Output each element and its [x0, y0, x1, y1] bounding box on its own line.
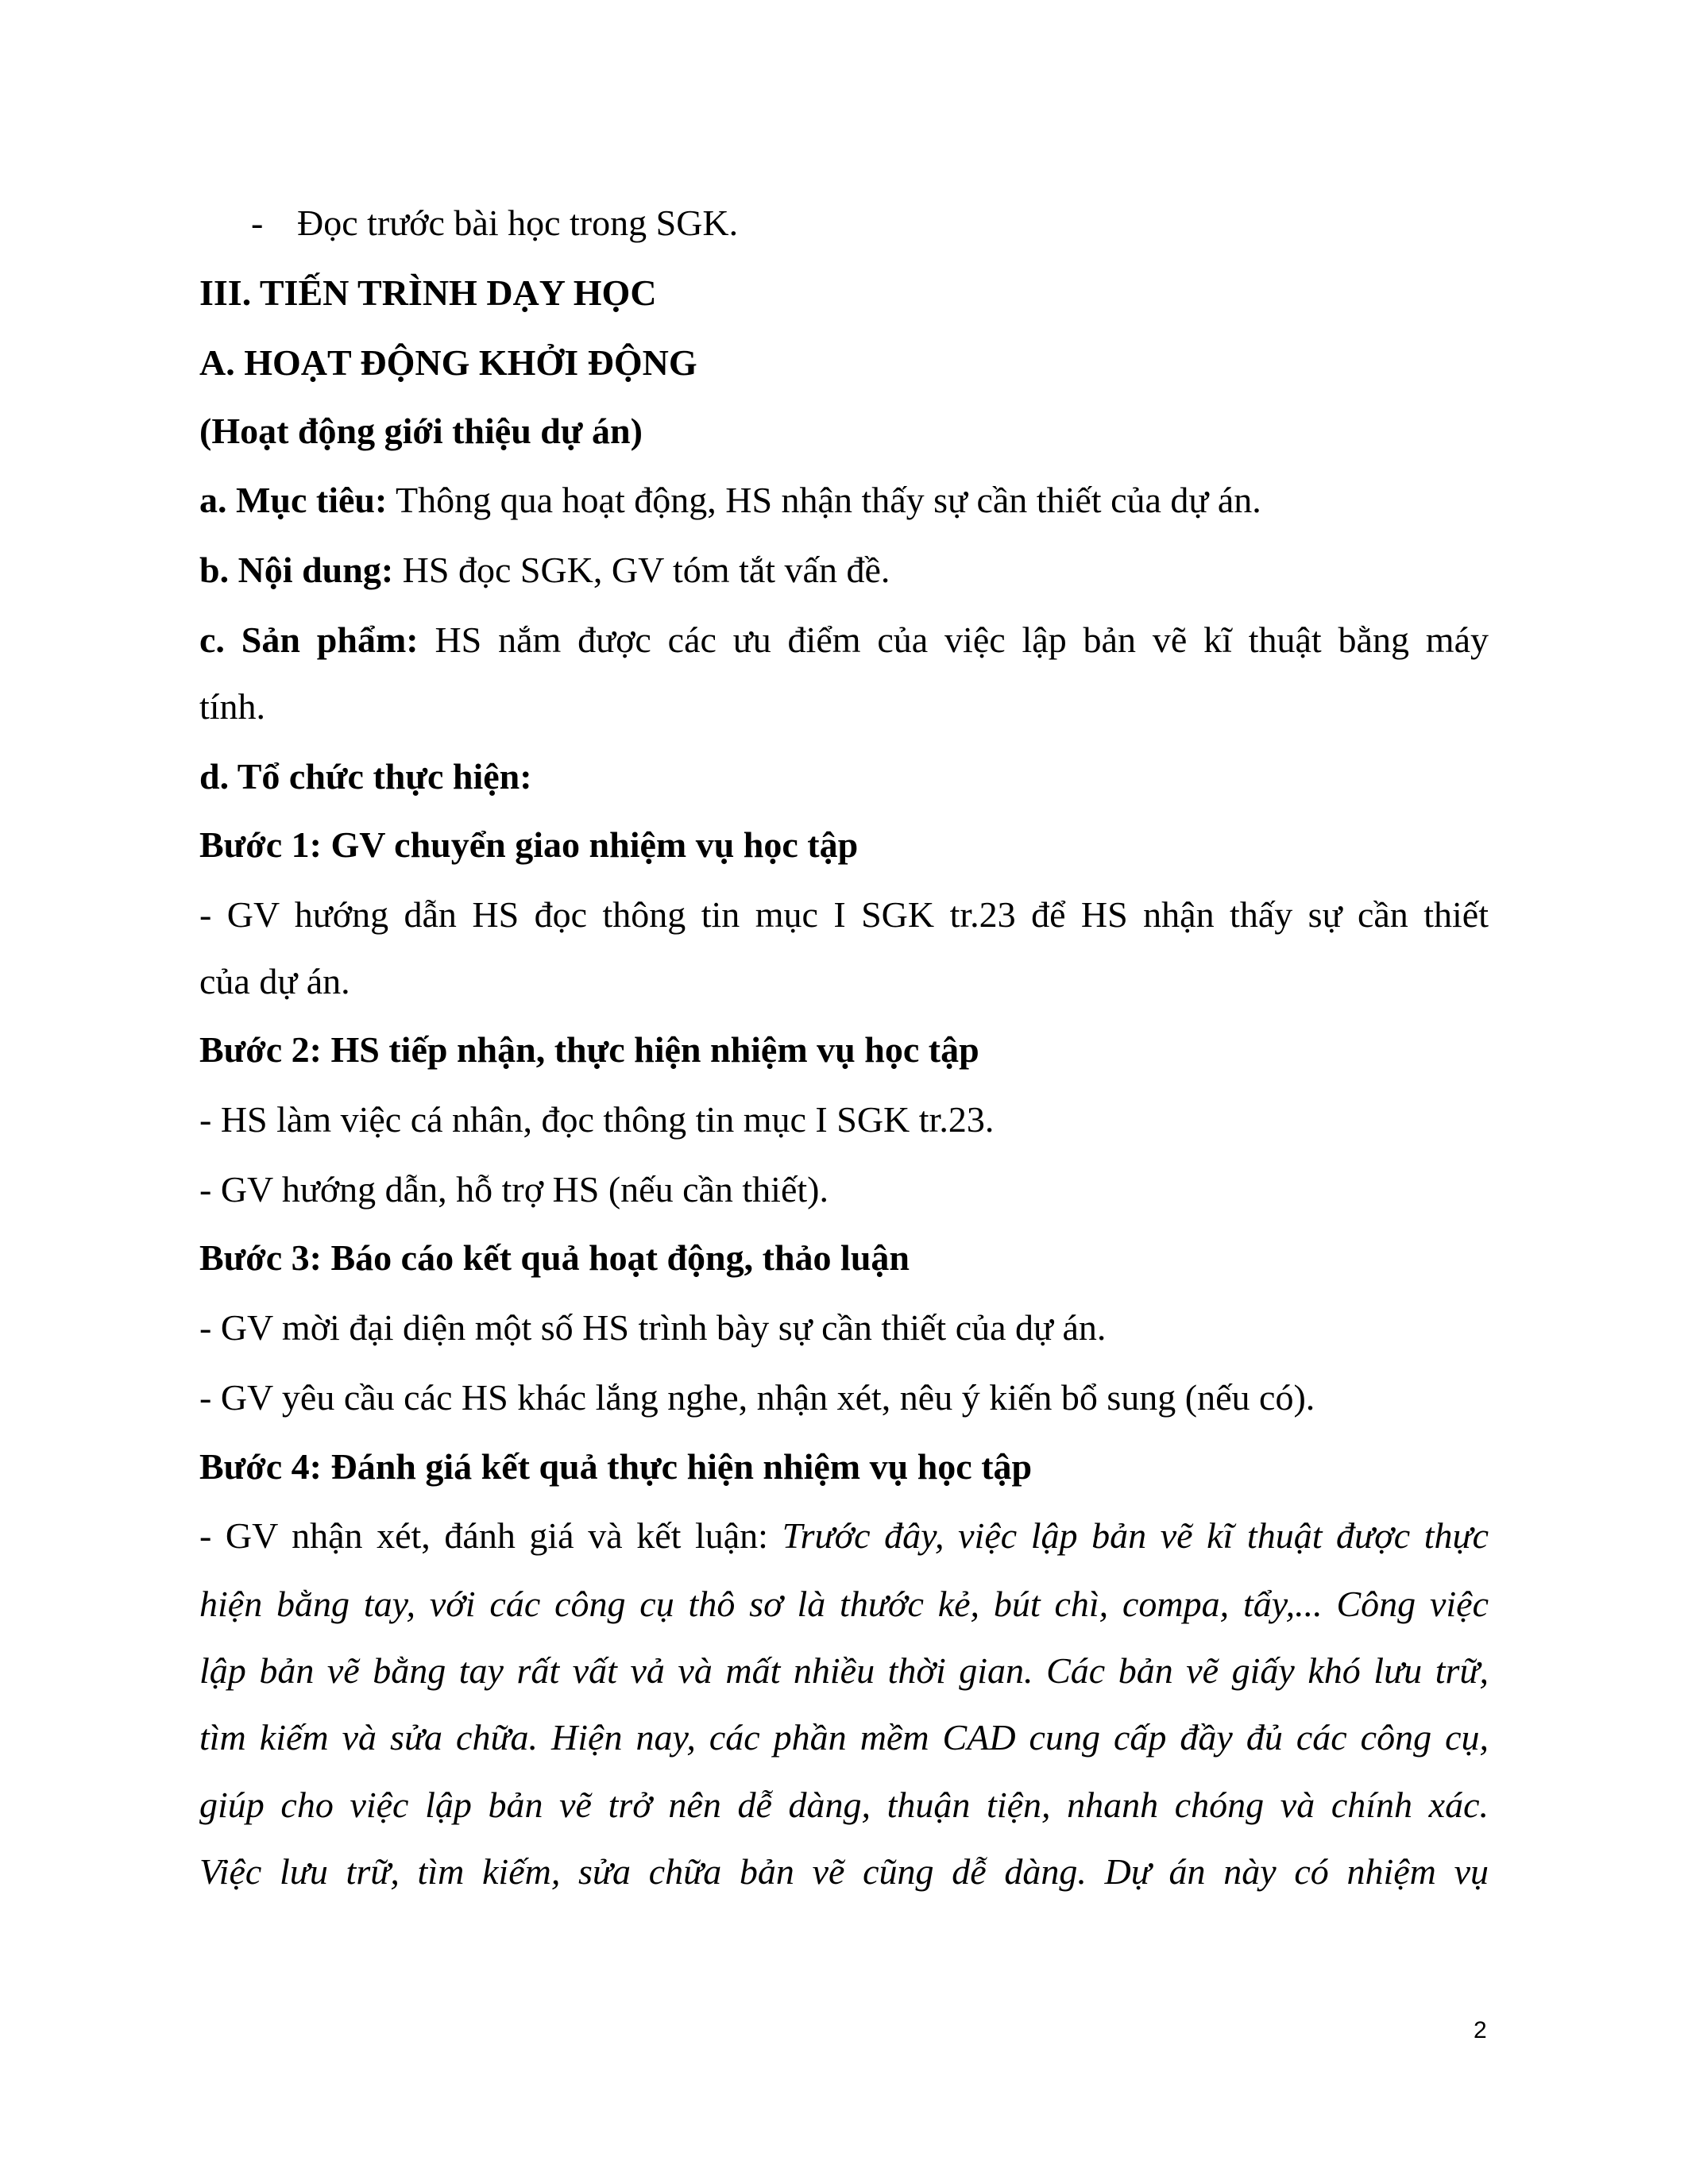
- conclusion-italic: giúp cho việc lập bản vẽ trở nên dễ dàng, thuận tiện, nhanh chóng và chính xác.: [199, 1785, 1489, 1825]
- muc-tieu-label: a. Mục tiêu:: [199, 480, 388, 520]
- buoc2-line: - GV hướng dẫn, hỗ trợ HS (nếu cần thiết).: [199, 1169, 829, 1210]
- buoc1-title: [199, 821, 1489, 869]
- noi-dung: [199, 546, 1489, 594]
- buoc3-title-text: Bước 3: Báo cáo kết quả hoạt động, thảo luận: [199, 1237, 910, 1278]
- buoc1-title-text: Bước 1: GV chuyển giao nhiệm vụ học tập: [199, 824, 859, 865]
- san-pham-text: HS nắm được các ưu điểm của việc lập bản vẽ kĩ thuật bằng máy: [418, 619, 1489, 660]
- to-chuc: [199, 753, 1489, 801]
- conclusion-italic: Việc lưu trữ, tìm kiếm, sửa chữa bản vẽ cũng dễ dàng. Dự án này có nhiệm vụ: [199, 1851, 1489, 1892]
- to-chuc-text: d. Tổ chức thực hiện:: [199, 756, 532, 797]
- noi-dung-text: HS đọc SGK, GV tóm tắt vấn đề.: [393, 550, 890, 590]
- heading-a-text: A. HOẠT ĐỘNG KHỞI ĐỘNG: [199, 342, 697, 383]
- conclusion-italic: hiện bằng tay, với các công cụ thô sơ là thước kẻ, bút chì, compa, tẩy,... Công việc: [199, 1584, 1489, 1624]
- heading-a: [199, 339, 1489, 387]
- conclusion-italic: Trước đây, việc lập bản vẽ kĩ thuật được thực: [782, 1515, 1489, 1556]
- heading-intro: [199, 407, 1489, 455]
- buoc2-line: - HS làm việc cá nhân, đọc thông tin mục I SGK tr.23.: [199, 1099, 995, 1140]
- page-number: 2: [1474, 2017, 1487, 2043]
- list-dash: -: [251, 203, 264, 243]
- conclusion-line: [199, 1781, 1489, 1829]
- buoc2-title-text: Bước 2: HS tiếp nhận, thực hiện nhiệm vụ học tập: [199, 1029, 979, 1070]
- conclusion-italic: lập bản vẽ bằng tay rất vất vả và mất nhiều thời gian. Các bản vẽ giấy khó lưu trữ,: [199, 1650, 1489, 1691]
- buoc4-lead: - GV nhận xét, đánh giá và kết luận:: [199, 1515, 782, 1556]
- san-pham: [199, 616, 1489, 664]
- buoc3-line: - GV mời đại diện một số HS trình bày sự cần thiết của dự án.: [199, 1307, 1107, 1348]
- buoc4-title-text: Bước 4: Đánh giá kết quả thực hiện nhiệm vụ học tập: [199, 1446, 1033, 1487]
- conclusion-italic: tìm kiếm và sửa chữa. Hiện nay, các phần mềm CAD cung cấp đầy đủ các công cụ,: [199, 1717, 1489, 1758]
- buoc1-line: của dự án.: [199, 961, 350, 1001]
- conclusion-line: [199, 1714, 1489, 1761]
- conclusion-line: [199, 1848, 1489, 1896]
- conclusion-line: [199, 1647, 1489, 1695]
- muc-tieu-text: Thông qua hoạt động, HS nhận thấy sự cần thiết của dự án.: [387, 480, 1261, 520]
- heading-intro-text: (Hoạt động giới thiệu dự án): [199, 411, 643, 451]
- muc-tieu: [199, 477, 1489, 524]
- san-pham-text-cont: tính.: [199, 686, 266, 727]
- buoc4-title: [199, 1443, 1489, 1491]
- prep-text: Đọc trước bài học trong SGK.: [297, 203, 739, 243]
- san-pham-label: c. Sản phẩm:: [199, 619, 419, 660]
- buoc4-conclusion: [199, 1512, 1489, 1560]
- buoc1-line: - GV hướng dẫn HS đọc thông tin mục I SGK tr.23 để HS nhận thấy sự cần thiết: [199, 894, 1489, 935]
- prep-list-item: [251, 199, 1540, 247]
- buoc3-title: [199, 1234, 1489, 1282]
- noi-dung-label: b. Nội dung:: [199, 550, 394, 590]
- buoc2-title: [199, 1026, 1489, 1074]
- buoc3-line: - GV yêu cầu các HS khác lắng nghe, nhận xét, nêu ý kiến bổ sung (nếu có).: [199, 1377, 1315, 1418]
- heading-iii-text: III. TIẾN TRÌNH DẠY HỌC: [199, 272, 657, 313]
- heading-iii: [199, 269, 1489, 317]
- conclusion-line: [199, 1580, 1489, 1628]
